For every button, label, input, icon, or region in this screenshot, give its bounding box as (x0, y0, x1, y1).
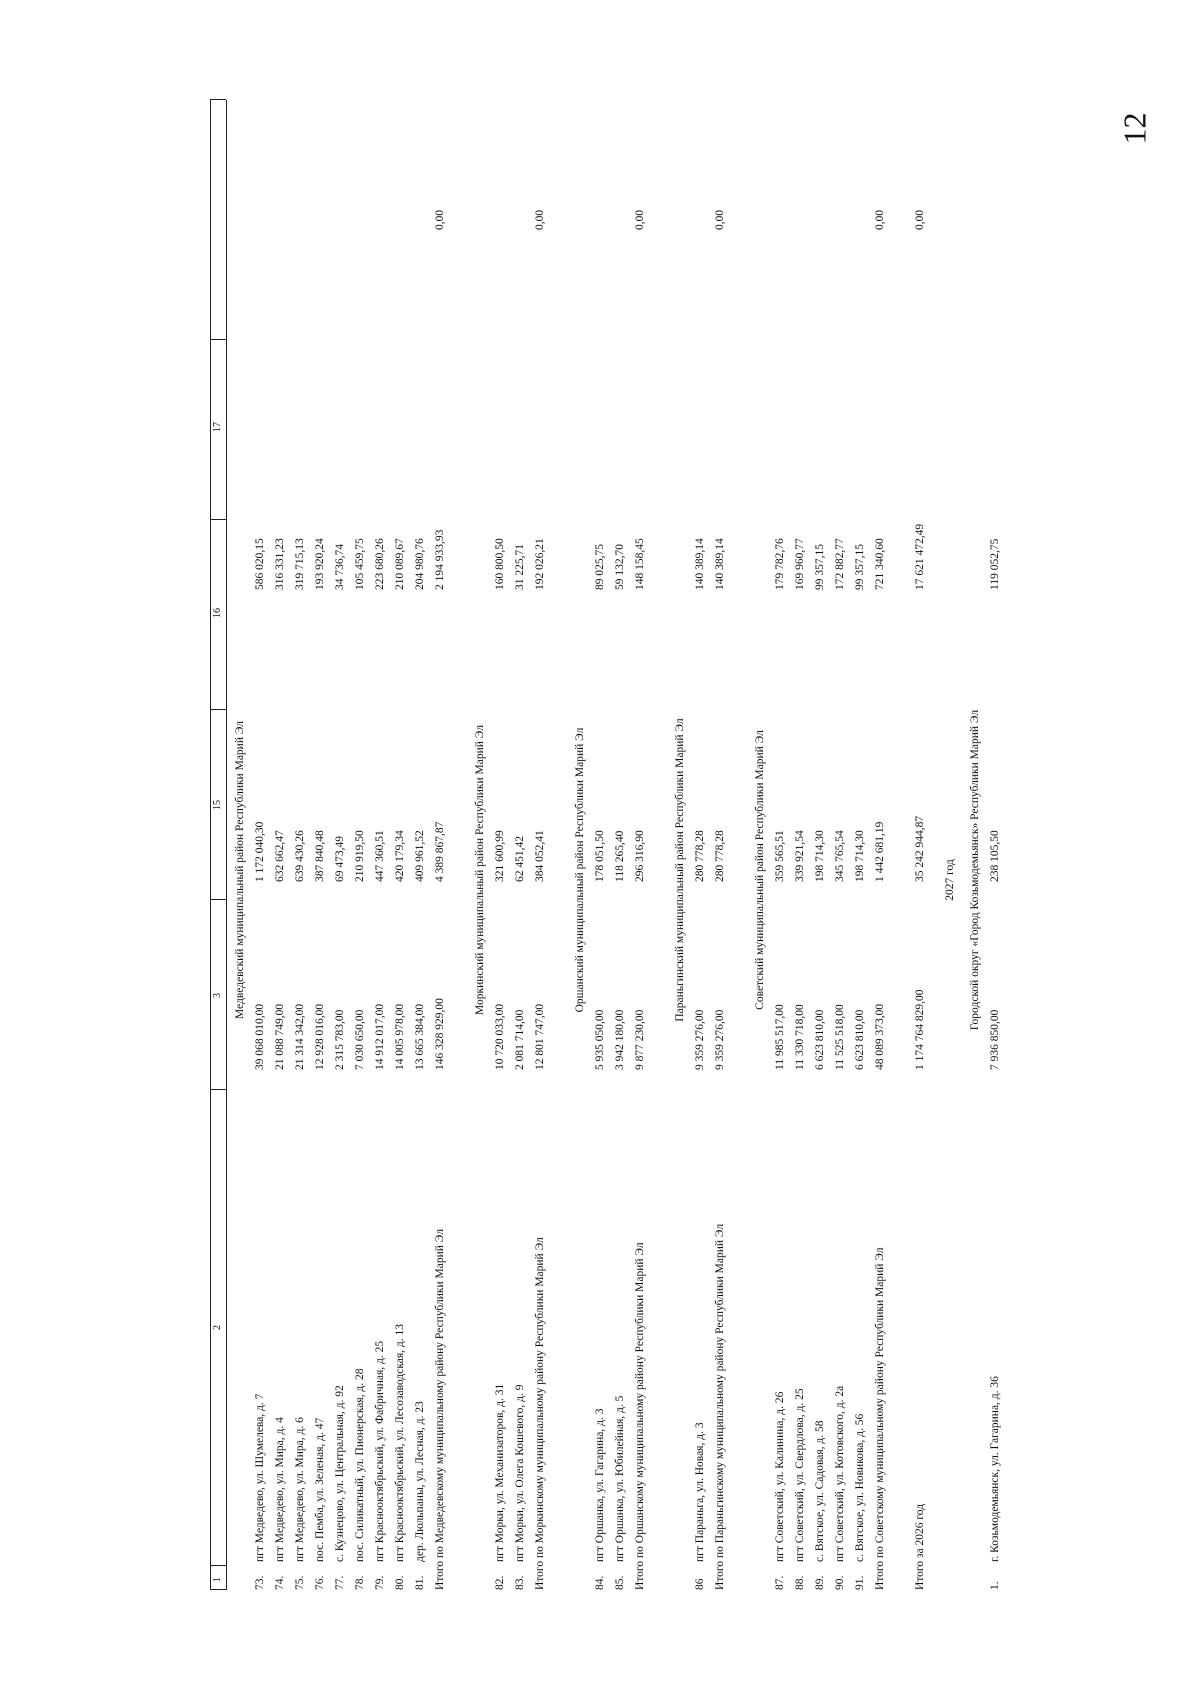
total-col3: 9 359 276,00 (714, 1009, 726, 1070)
total-col16: 2 194 933,93 (434, 529, 446, 590)
table-row (850, 100, 870, 1590)
total-col3: 9 877 230,00 (634, 1009, 646, 1070)
year-total-col15: 35 242 944,87 (914, 815, 926, 882)
row-col16: 160 800,50 (494, 538, 506, 590)
row-col3: 21 088 749,00 (274, 1003, 286, 1070)
row-col16: 319 715,13 (294, 538, 306, 590)
row-col15: 69 473,49 (334, 836, 346, 882)
row-number: 81. (414, 1575, 426, 1590)
row-number: 73. (254, 1575, 266, 1590)
total-col17: 0,00 (714, 209, 726, 230)
section-title: Оршанский муниципальный район Республики Марий Эл (574, 727, 586, 1013)
row-address: пгт Советский, ул. Котовского, д. 2а (834, 1385, 846, 1562)
table-row (270, 100, 290, 1590)
row-address: пос. Силикатный, ул. Пионерская, д. 28 (354, 1368, 366, 1562)
row-col3: 6 623 810,00 (854, 1009, 866, 1070)
section-total-row (530, 100, 550, 1590)
header-bottom-rule (226, 100, 227, 1590)
table-row (250, 100, 270, 1590)
total-col17: 0,00 (634, 209, 646, 230)
table-row (770, 100, 790, 1590)
total-col15: 296 316,90 (634, 830, 646, 882)
row-address: с. Вятское, ул. Новикова, д. 56 (854, 1413, 866, 1562)
row-col16: 119 052,75 (989, 538, 1001, 590)
row-col15: 238 105,50 (989, 830, 1001, 882)
total-col15: 1 442 681,19 (874, 821, 886, 882)
column-header: 15 (212, 800, 223, 810)
row-col15: 420 179,34 (394, 830, 406, 882)
row-address: пос. Пемба, ул. Зеленая, д. 47 (314, 1417, 326, 1562)
row-col16: 140 389,14 (694, 538, 706, 590)
row-number: 82. (494, 1575, 506, 1590)
total-col15: 384 052,41 (534, 830, 546, 882)
total-col3: 12 801 747,00 (534, 1003, 546, 1070)
table-row (690, 100, 710, 1590)
row-address: пгт Морки, ул. Олега Кошевого, д. 9 (514, 1384, 526, 1562)
row-address: г. Козьмодемьянск, ул. Гагарина, д. 36 (989, 1376, 1001, 1562)
row-number: 1. (989, 1581, 1001, 1590)
row-number: 91. (854, 1575, 866, 1590)
total-col17: 0,00 (434, 209, 446, 230)
row-col3: 11 525 518,00 (834, 1004, 846, 1070)
row-col3: 11 985 517,00 (774, 1004, 786, 1070)
header-divider (210, 99, 226, 100)
table-row (330, 100, 350, 1590)
row-col15: 118 265,40 (614, 830, 626, 882)
row-number: 80. (394, 1575, 406, 1590)
table-row (985, 100, 1005, 1590)
row-col3: 9 359 276,00 (694, 1009, 706, 1070)
row-number: 86 (694, 1578, 706, 1590)
row-col3: 11 330 718,00 (794, 1004, 806, 1070)
row-address: пгт Параньга, ул. Новая, д. 3 (694, 1422, 706, 1562)
row-number: 77. (334, 1575, 346, 1590)
row-col3: 10 720 033,00 (494, 1003, 506, 1070)
row-col3: 14 005 978,00 (394, 1003, 406, 1070)
total-col15: 280 778,28 (714, 830, 726, 882)
row-col15: 409 961,52 (414, 830, 426, 882)
row-col15: 178 051,50 (594, 830, 606, 882)
table-row (310, 100, 330, 1590)
total-col17: 0,00 (534, 209, 546, 230)
row-address: с. Кузнецово, ул. Центральная, д. 92 (334, 1385, 346, 1562)
table-row (590, 100, 610, 1590)
year-total-label: Итого за 2026 год (914, 1503, 926, 1590)
year-heading: 2027 год (944, 859, 956, 901)
row-col15: 339 921,54 (794, 830, 806, 882)
section-total-row (710, 100, 730, 1590)
row-col16: 586 020,15 (254, 538, 266, 590)
row-col3: 3 942 180,00 (614, 1009, 626, 1070)
row-address: с. Вятское, ул. Садовая, д. 58 (814, 1420, 826, 1562)
row-col16: 204 980,76 (414, 538, 426, 590)
section-title: Параньгинский муниципальный район Республики Марий Эл (674, 718, 686, 1022)
row-col3: 2 315 783,00 (334, 1009, 346, 1070)
section-title: Советский муниципальный район Республики Марий Эл (754, 730, 766, 1010)
row-number: 79. (374, 1575, 386, 1590)
row-number: 87. (774, 1575, 786, 1590)
row-col3: 7 936 850,00 (989, 1009, 1001, 1070)
total-label: Итого по Параньгинскому муниципальному району Республики Марий Эл (714, 1223, 726, 1590)
row-address: пгт Советский, ул. Свердлова, д. 25 (794, 1388, 806, 1562)
row-col3: 21 314 342,00 (294, 1003, 306, 1070)
table-row (350, 100, 370, 1590)
row-col15: 345 765,54 (834, 830, 846, 882)
row-col16: 59 132,70 (614, 544, 626, 590)
table-row (810, 100, 830, 1590)
section-title: Городской округ «Город Козьмодемьянск» Республики Марий Эл (969, 709, 981, 1031)
table-row (510, 100, 530, 1590)
row-col3: 2 081 714,00 (514, 1009, 526, 1070)
row-col16: 34 736,74 (334, 544, 346, 590)
row-col3: 14 912 017,00 (374, 1003, 386, 1070)
year-total-col3: 1 174 764 829,00 (914, 989, 926, 1070)
row-address: пгт Оршанка, ул. Юбилейная, д. 5 (614, 1395, 626, 1562)
row-col16: 210 089,67 (394, 538, 406, 590)
page-number: 12 (1116, 112, 1153, 145)
table-row (410, 100, 430, 1590)
table-row (390, 100, 410, 1590)
header-divider (210, 519, 226, 520)
total-label: Итого по Оршанскому муниципальному району Республики Марий Эл (634, 1242, 646, 1590)
year-total-col17: 0,00 (914, 209, 926, 230)
row-address: пгт Краснооктябрьский, ул. Лесозаводская, д. 13 (394, 1324, 406, 1562)
row-number: 89. (814, 1575, 826, 1590)
total-col15: 4 389 867,87 (434, 821, 446, 882)
row-number: 84. (594, 1575, 606, 1590)
row-address: пгт Морки, ул. Механизаторов, д. 31 (494, 1383, 506, 1562)
row-col15: 1 172 040,30 (254, 821, 266, 882)
row-col16: 179 782,76 (774, 538, 786, 590)
table-row (490, 100, 510, 1590)
row-col16: 31 225,71 (514, 544, 526, 590)
budget-table (210, 100, 1010, 1590)
section-total-row (870, 100, 890, 1590)
column-header: 3 (212, 993, 223, 998)
row-col16: 99 357,15 (854, 544, 866, 590)
total-col17: 0,00 (874, 209, 886, 230)
row-col16: 105 459,75 (354, 538, 366, 590)
header-divider (210, 1565, 226, 1566)
row-col16: 223 680,26 (374, 538, 386, 590)
header-top-rule (210, 100, 211, 1590)
row-number: 76. (314, 1575, 326, 1590)
row-col15: 632 662,47 (274, 830, 286, 882)
year-total-col16: 17 621 472,49 (914, 523, 926, 590)
row-address: пгт Медведево, ул. Шумелева, д. 7 (254, 1393, 266, 1562)
row-col16: 99 357,15 (814, 544, 826, 590)
row-col3: 6 623 810,00 (814, 1009, 826, 1070)
table-row (610, 100, 630, 1590)
total-col16: 721 340,60 (874, 538, 886, 590)
row-col16: 89 025,75 (594, 544, 606, 590)
header-divider (210, 1089, 226, 1090)
row-col15: 387 840,48 (314, 830, 326, 882)
column-header: 2 (212, 1325, 223, 1330)
row-col16: 193 920,24 (314, 538, 326, 590)
row-col15: 210 919,50 (354, 830, 366, 882)
row-address: пгт Медведево, ул. Мира, д. 6 (294, 1417, 306, 1562)
row-col15: 62 451,42 (514, 836, 526, 882)
row-number: 78. (354, 1575, 366, 1590)
row-address: дер. Люльпаны, ул. Лесная, д. 23 (414, 1401, 426, 1562)
row-number: 90. (834, 1575, 846, 1590)
row-col15: 198 714,30 (854, 830, 866, 882)
row-number: 85. (614, 1575, 626, 1590)
header-divider (210, 899, 226, 900)
row-address: пгт Оршанка, ул. Гагарина, д. 3 (594, 1408, 606, 1562)
table-row (790, 100, 810, 1590)
row-col16: 169 960,77 (794, 538, 806, 590)
row-number: 88. (794, 1575, 806, 1590)
row-col3: 13 665 384,00 (414, 1003, 426, 1070)
row-col16: 316 331,23 (274, 538, 286, 590)
header-divider (210, 1589, 226, 1590)
row-col15: 280 778,28 (694, 830, 706, 882)
column-header: 1 (212, 1577, 223, 1582)
row-address: пгт Советский, ул. Калинина, д. 26 (774, 1391, 786, 1562)
row-number: 74. (274, 1575, 286, 1590)
row-col15: 321 600,99 (494, 830, 506, 882)
total-label: Итого по Медведевскому муниципальному району Республики Марий Эл (434, 1229, 446, 1590)
row-address: пгт Краснооктябрьский, ул. Фабричная, д. 25 (374, 1340, 386, 1562)
total-col16: 148 158,45 (634, 538, 646, 590)
header-divider (210, 339, 226, 340)
row-col16: 172 882,77 (834, 538, 846, 590)
row-col15: 359 565,51 (774, 830, 786, 882)
table-row (370, 100, 390, 1590)
row-col15: 639 430,26 (294, 830, 306, 882)
row-number: 83. (514, 1575, 526, 1590)
row-number: 75. (294, 1575, 306, 1590)
section-title: Медведевский муниципальный район Республики Марий Эл (234, 720, 246, 1020)
row-col3: 7 030 650,00 (354, 1009, 366, 1070)
section-title: Моркинский муниципальный район Республики Марий Эл (474, 725, 486, 1015)
total-col3: 48 089 373,00 (874, 1003, 886, 1070)
table-row (290, 100, 310, 1590)
total-col16: 140 389,14 (714, 538, 726, 590)
section-total-row (630, 100, 650, 1590)
section-total-row (430, 100, 450, 1590)
total-label: Итого по Моркинскому муниципальному району Республики Марий Эл (534, 1237, 546, 1590)
row-col3: 12 928 016,00 (314, 1003, 326, 1070)
total-col16: 192 026,21 (534, 538, 546, 590)
row-col15: 447 360,51 (374, 830, 386, 882)
row-address: пгт Медведево, ул. Мира, д. 4 (274, 1417, 286, 1562)
total-label: Итого по Советскому муниципальному району Республики Марий Эл (874, 1247, 886, 1590)
column-header: 16 (212, 608, 223, 618)
row-col3: 5 935 050,00 (594, 1009, 606, 1070)
year-total-row (910, 100, 930, 1590)
table-row (830, 100, 850, 1590)
column-header: 17 (212, 422, 223, 432)
total-col3: 146 328 929,00 (434, 998, 446, 1070)
header-divider (210, 709, 226, 710)
row-col15: 198 714,30 (814, 830, 826, 882)
row-col3: 39 068 010,00 (254, 1003, 266, 1070)
